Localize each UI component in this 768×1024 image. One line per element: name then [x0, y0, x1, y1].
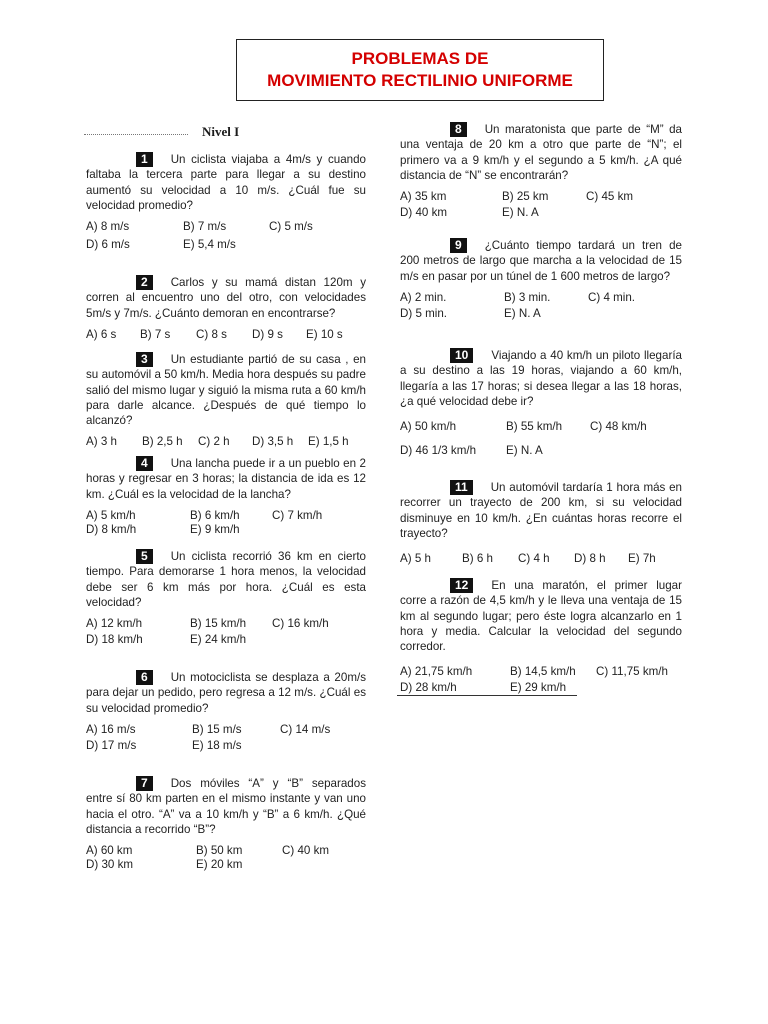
problem-number: 9	[450, 238, 467, 253]
option-b: B) 50 km	[196, 844, 243, 858]
problem-1	[86, 152, 366, 257]
option-a: A) 50 km/h	[400, 420, 457, 434]
problem-text: Un ciclista viajaba a 4m/s y cuando faltaba la tercera parte para llegar a su destino aumentó su velocidad a 10 m/s. ¿Cuál fue su velocidad promedio?	[86, 153, 366, 212]
problem-11	[400, 480, 682, 565]
problem-7	[86, 776, 366, 877]
problem-6	[86, 670, 366, 756]
option-c: C) 45 km	[586, 190, 634, 204]
option-c: C) 4 h	[518, 552, 550, 566]
options	[86, 616, 366, 650]
problem-10	[400, 348, 682, 459]
option-b: B) 3 min.	[504, 290, 551, 304]
problem-number: 8	[450, 122, 467, 137]
option-e: E) 18 m/s	[192, 738, 242, 752]
option-a: A) 5 km/h	[86, 508, 136, 522]
problem-number: 3	[136, 352, 153, 367]
problem-text: Carlos y su mamá distan 120m y corren al encuentro uno del otro, con velocidades 5m/s y 7m/s. ¿Cuánto demoran en encontrarse?	[86, 276, 366, 320]
option-b: B) 15 m/s	[192, 722, 242, 736]
options	[86, 219, 366, 257]
option-d: D) 46 1/3 km/h	[400, 444, 477, 458]
problem-5	[86, 549, 366, 650]
option-d: D) 3,5 h	[252, 435, 294, 449]
options	[400, 660, 682, 694]
option-e: E) 10 s	[306, 327, 343, 341]
option-d: D) 30 km	[86, 858, 134, 872]
problem-text: Un estudiante partió de su casa , en su automóvil a 50 km/h. Media hora después su padre salió del mismo lugar y siguió la misma ruta a 60 km/h para darle alcance. ¿Después de qué tiempo lo alcanzó?	[86, 353, 366, 428]
problem-text: Un automóvil tardaría 1 hora más en recorrer un trayecto de 200 km, si su velocidad disminuye en 10 km/h. ¿En cuántas horas recorre el trayecto?	[400, 481, 682, 540]
problem-number: 6	[136, 670, 153, 685]
option-a: A) 5 h	[400, 552, 431, 566]
option-e: E) N. A	[504, 306, 541, 320]
problem-9	[400, 238, 682, 324]
title-line-1: PROBLEMAS DE	[351, 49, 489, 68]
option-c: C) 40 km	[282, 844, 330, 858]
option-e: E) 20 km	[196, 858, 243, 872]
problem-text: Una lancha puede ir a un pueblo en 2 horas y regresar en 3 horas; la distancia de ida es 12 km. ¿Cuál es la velocidad de la lancha?	[86, 457, 366, 501]
option-e: E) 24 km/h	[190, 633, 247, 647]
option-a: A) 8 m/s	[86, 220, 130, 234]
problem-text: ¿Cuánto tiempo tardará un tren de 200 metros de largo que marcha a la velocidad de 15 m/s en pasar por un túnel de 1 600 metros de largo?	[400, 239, 682, 283]
option-e: E) 1,5 h	[308, 435, 349, 449]
problem-number: 2	[136, 275, 153, 290]
option-a: A) 3 h	[86, 435, 117, 449]
problem-4	[86, 456, 366, 542]
option-e: E) 7h	[628, 552, 656, 566]
option-b: B) 15 km/h	[190, 617, 247, 631]
option-c: C) 7 km/h	[272, 508, 323, 522]
option-e: E) N. A	[506, 444, 543, 458]
level-label: Nivel I	[202, 124, 240, 139]
option-b: B) 55 km/h	[506, 420, 563, 434]
option-d: D) 6 m/s	[86, 238, 130, 252]
option-e: E) 9 km/h	[190, 522, 240, 536]
title-line-2: MOVIMIENTO RECTILINIO UNIFORME	[267, 71, 573, 90]
options	[86, 508, 366, 542]
problem-12	[400, 578, 682, 694]
option-b: B) 7 m/s	[183, 220, 227, 234]
option-b: B) 14,5 km/h	[510, 665, 576, 679]
option-e: E) 5,4 m/s	[183, 238, 236, 252]
options	[86, 327, 366, 345]
problem-number: 10	[450, 348, 473, 363]
option-a: A) 12 km/h	[86, 617, 143, 631]
option-d: D) 17 m/s	[86, 738, 137, 752]
problem-number: 7	[136, 776, 153, 791]
option-d: D) 9 s	[252, 327, 283, 341]
option-c: C) 14 m/s	[280, 722, 331, 736]
option-d: D) 5 min.	[400, 306, 448, 320]
options	[400, 547, 682, 565]
problem-text: En una maratón, el primer lugar corre a razón de 4,5 km/h y le lleva una ventaja de 15 km al segundo lugar; pero éste logra alcanzarlo en 1 hora y media. Calcular la velocidad del segundo corredor.	[400, 579, 682, 654]
option-b: B) 7 s	[140, 327, 171, 341]
option-e: E) 29 km/h	[510, 681, 567, 695]
problem-number: 5	[136, 549, 153, 564]
option-c: C) 2 h	[198, 435, 230, 449]
option-a: A) 6 s	[86, 327, 117, 341]
options	[86, 722, 366, 756]
options	[400, 415, 682, 459]
option-c: C) 4 min.	[588, 290, 636, 304]
problem-text: Un motociclista se desplaza a 20m/s para dejar un pedido, pero regresa a 12 m/s. ¿Cuál es su velocidad promedio?	[86, 671, 366, 715]
option-b: B) 2,5 h	[142, 435, 183, 449]
problem-number: 12	[450, 578, 473, 593]
option-a: A) 21,75 km/h	[400, 665, 473, 679]
option-d: D) 8 km/h	[86, 522, 137, 536]
option-c: C) 11,75 km/h	[596, 665, 668, 679]
option-d: D) 8 h	[574, 552, 606, 566]
option-b: B) 25 km	[502, 190, 549, 204]
problem-8	[400, 122, 682, 223]
option-c: C) 8 s	[196, 327, 227, 341]
problem-number: 11	[450, 480, 473, 495]
options	[400, 189, 682, 223]
option-d: D) 28 km/h	[400, 681, 457, 695]
option-c: C) 5 m/s	[269, 220, 313, 234]
problem-2	[86, 275, 366, 345]
options	[86, 434, 366, 452]
problem-text: Un ciclista recorrió 36 km en cierto tiempo. Para demorarse 1 hora menos, la velocidad debe ser 6 km más por hora. ¿Cuál es esta velocidad?	[86, 550, 366, 609]
option-d: D) 40 km	[400, 206, 448, 220]
option-c: C) 16 km/h	[272, 617, 329, 631]
options	[86, 843, 366, 877]
level-rule-left	[84, 134, 188, 135]
option-a: A) 60 km	[86, 844, 133, 858]
option-d: D) 18 km/h	[86, 633, 143, 647]
option-b: B) 6 km/h	[190, 508, 240, 522]
options	[400, 290, 682, 324]
problem-3	[86, 352, 366, 452]
problem-text: Dos móviles “A” y “B” separados entre sí 80 km parten en el mismo instante y van uno hacia el otro. “A” va a 10 km/h y “B” a 6 km/h. ¿Qué distancia a recorrido “B”?	[86, 777, 366, 836]
option-b: B) 6 h	[462, 552, 493, 566]
option-c: C) 48 km/h	[590, 420, 647, 434]
option-e: E) N. A	[502, 206, 539, 220]
problem-number: 1	[136, 152, 153, 167]
option-a: A) 35 km	[400, 190, 447, 204]
problem-text: Viajando a 40 km/h un piloto llegaría a su destino a las 19 horas, viajando a 60 km/h, llegaría a las 17 horas; si desea llegar a las 18 horas, ¿a qué velocidad debe ir?	[400, 349, 682, 408]
divider-line	[397, 695, 577, 696]
option-a: A) 2 min.	[400, 290, 447, 304]
title-box	[236, 39, 604, 101]
problem-text: Un maratonista que parte de “M” da una ventaja de 20 km a otro que parte de “N”; el primero va a 9 km/h y el segundo a 5 km/h. ¿A qué distancia de “N” se encontrarán?	[400, 123, 682, 182]
problem-number: 4	[136, 456, 153, 471]
option-a: A) 16 m/s	[86, 722, 136, 736]
